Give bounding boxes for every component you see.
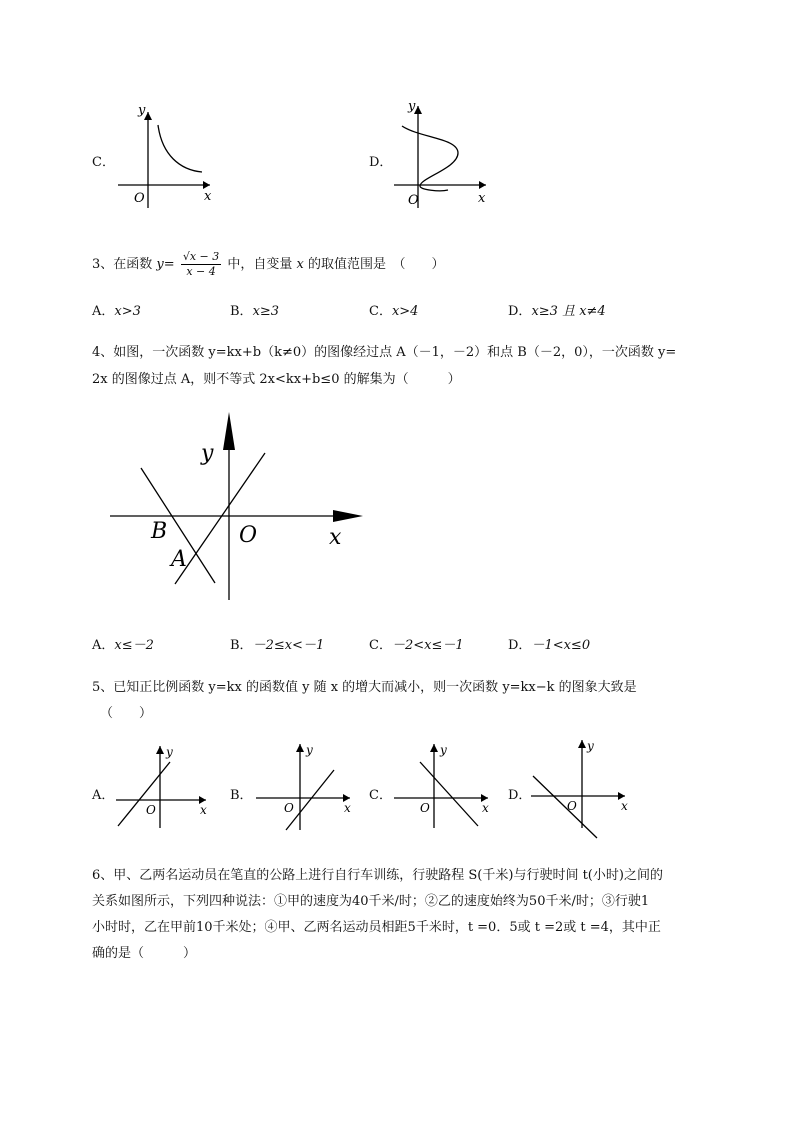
q4-figure xyxy=(105,408,375,608)
q4-a-label: A． xyxy=(92,638,115,653)
q4-a-text: x≤－2 xyxy=(114,638,154,653)
q3-d-text: x≥3 且 x≠4 xyxy=(531,304,606,319)
q3-a-text: x>3 xyxy=(114,304,141,319)
q5-b-o: O xyxy=(284,801,294,815)
q6-stem-line1: 6、甲、乙两名运动员在笔直的公路上进行自行车训练，行驶路程 S(千米)与行驶时间 t(小时)之间的 xyxy=(92,868,663,883)
q3-stem xyxy=(92,250,445,279)
q3-option-c[interactable] xyxy=(369,300,418,319)
q5-d-o: O xyxy=(567,799,577,813)
q3-stem-after: 中，自变量 xyxy=(227,257,293,272)
q4-y-label: y xyxy=(201,441,214,466)
q5-option-c-label[interactable]: C． xyxy=(369,788,392,803)
d-y-label: y xyxy=(408,99,416,114)
d-x-label: x xyxy=(478,191,486,206)
q4-c-text: －2<x≤－1 xyxy=(391,638,464,653)
q5-option-d-label[interactable]: D． xyxy=(508,788,532,803)
option-d-label: D． xyxy=(369,155,393,170)
q4-option-d[interactable] xyxy=(508,634,590,653)
q6-stem-line2: 关系如图所示，下列四种说法：①甲的速度为40千米/时；②乙的速度始终为50千米/时；③行驶1 xyxy=(92,894,650,909)
q5-a-o: O xyxy=(146,803,156,817)
q5-c-o: O xyxy=(420,801,430,815)
q5-a-x: x xyxy=(200,803,207,817)
q5-option-c-graph xyxy=(388,740,498,835)
q6-stem-line4: 确的是（ ） xyxy=(92,946,197,961)
q5-option-d-graph xyxy=(525,736,635,836)
q2-option-d-graph xyxy=(390,98,500,213)
q4-x-label: x xyxy=(329,525,342,550)
q3-option-b[interactable] xyxy=(230,300,279,319)
q2-option-c-graph xyxy=(110,100,220,210)
q3-stem-end: 的取值范围是 （ ） xyxy=(308,257,445,272)
q3-fraction xyxy=(181,250,221,279)
q5-option-a-graph xyxy=(110,740,220,835)
q4-stem-line2: 2x 的图像过点 A，则不等式 2x<kx+b≤0 的解集为（ ） xyxy=(92,372,461,387)
q3-denominator: x − 4 xyxy=(186,265,216,278)
q4-origin-label: O xyxy=(239,523,258,548)
q3-func-lhs: y= xyxy=(156,257,175,272)
q5-d-x: x xyxy=(621,799,628,813)
d-origin-label: O xyxy=(408,193,419,208)
q5-d-y: y xyxy=(587,739,594,753)
c-y-label: y xyxy=(138,103,146,118)
q3-var: x xyxy=(296,257,304,272)
q5-option-b-graph xyxy=(250,740,360,835)
q3-b-label: B． xyxy=(230,304,253,319)
c-x-label: x xyxy=(204,189,212,204)
q4-b-label: B． xyxy=(230,638,253,653)
q4-d-text: －1<x≤0 xyxy=(531,638,591,653)
q4-stem-line1: 4、如图，一次函数 y=kx+b（k≠0）的图像经过点 A（－1，－2）和点 B（－2，0），一次函数 y= xyxy=(92,345,677,360)
q5-option-b-label[interactable]: B． xyxy=(230,788,253,803)
q4-c-label: C． xyxy=(369,638,392,653)
q4-b-text: －2≤x<－1 xyxy=(252,638,325,653)
c-origin-label: O xyxy=(134,191,145,206)
q5-a-y: y xyxy=(166,745,173,759)
q5-c-y: y xyxy=(440,743,447,757)
q3-option-d[interactable] xyxy=(508,300,606,319)
q3-a-label: A． xyxy=(92,304,115,319)
q4-point-b: B xyxy=(151,519,168,544)
q5-b-x: x xyxy=(344,801,351,815)
q5-option-a-label[interactable]: A． xyxy=(92,788,115,803)
q5-stem-line2: （ ） xyxy=(100,706,153,721)
q5-b-y: y xyxy=(306,743,313,757)
q5-stem-line1: 5、已知正比例函数 y=kx 的函数值 y 随 x 的增大而减小，则一次函数 y=kx−k 的图象大致是 xyxy=(92,680,637,695)
q5-c-x: x xyxy=(482,801,489,815)
q3-option-a[interactable] xyxy=(92,300,141,319)
q6-stem-line3: 小时时，乙在甲前10千米处；④甲、乙两名运动员相距5千米时，t =0．5或 t =2或 t =4，其中正 xyxy=(92,920,661,935)
q4-option-c[interactable] xyxy=(369,634,464,653)
q3-c-text: x>4 xyxy=(391,304,419,319)
q4-d-label: D． xyxy=(508,638,532,653)
q3-d-label: D． xyxy=(508,304,532,319)
q3-stem-before: 3、在函数 xyxy=(92,257,153,272)
option-c-label: C． xyxy=(92,155,115,170)
q3-b-text: x≥3 xyxy=(252,304,280,319)
q4-point-a: A xyxy=(171,547,187,572)
q4-option-a[interactable] xyxy=(92,634,154,653)
q4-option-b[interactable] xyxy=(230,634,324,653)
q3-c-label: C． xyxy=(369,304,392,319)
q3-numerator: √x − 3 xyxy=(182,250,220,263)
